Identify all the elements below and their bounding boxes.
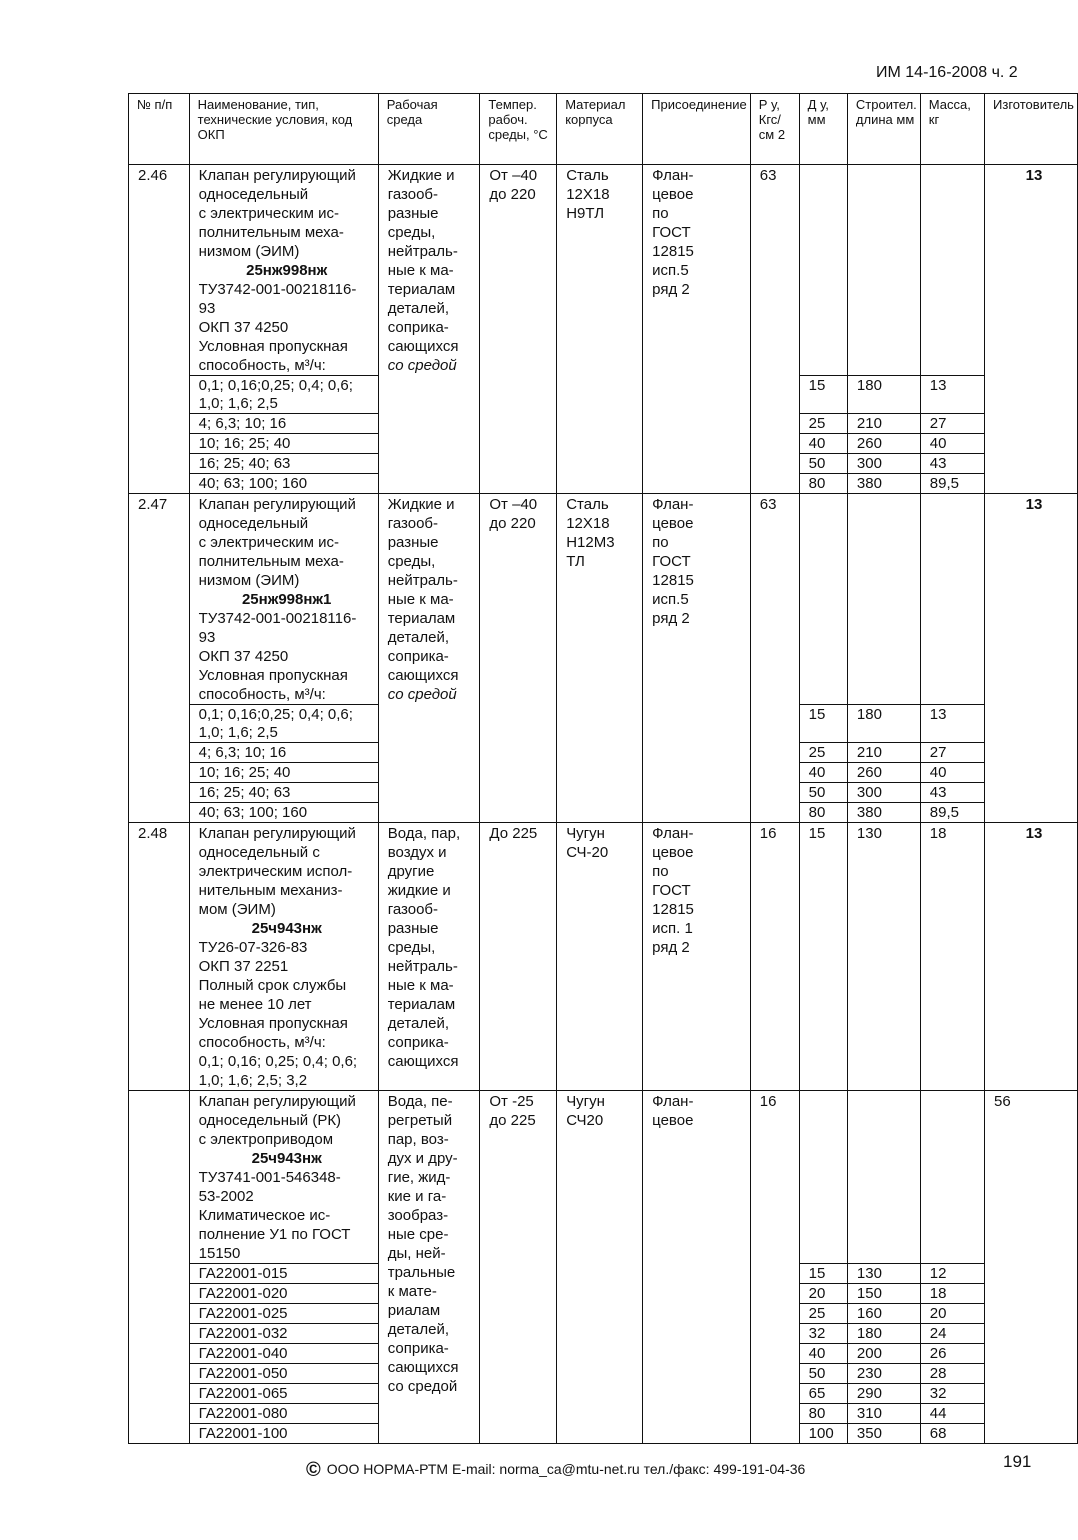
mass-cell: 28 — [920, 1364, 984, 1384]
entry-name — [189, 165, 378, 376]
diameter-cell: 40 — [799, 763, 847, 783]
capacity-cell: 0,1; 0,16;0,25; 0,4; 0,6; 1,0; 1,6; 2,5 — [189, 376, 378, 414]
table-row — [129, 494, 1078, 705]
model-code: 25нж998нж1 — [241, 591, 332, 608]
diameter-cell: 20 — [799, 1284, 847, 1304]
model-code: 25ч943нж — [251, 1150, 322, 1167]
length-cell: 310 — [847, 1404, 920, 1424]
header-material: Материал корпуса — [557, 94, 643, 165]
connection-line: Флан- — [652, 167, 694, 184]
medium-line: пар, воз- — [387, 1131, 449, 1148]
capacity-cell: 40; 63; 100; 160 — [189, 474, 378, 494]
connection-line: ряд 2 — [652, 610, 690, 627]
entry-manufacturer: 56 — [985, 1091, 1078, 1444]
name-line: ТУ26-07-326-83 — [198, 939, 308, 956]
medium-line: сающихся — [387, 1053, 459, 1070]
table-row — [129, 823, 1078, 1091]
connection-line: 12815 — [652, 901, 694, 918]
entry-connection — [643, 494, 751, 823]
entry-length — [847, 1091, 920, 1264]
medium-line: ды, ней- — [387, 1245, 446, 1262]
length-cell: 130 — [847, 1264, 920, 1284]
mass-cell: 40 — [920, 763, 984, 783]
capacity-cell: ГА22001-032 — [189, 1324, 378, 1344]
footer-text: ООО НОРМА-РТМ E-mail: norma_ca@mtu-net.ru тел./факс: 499-191-04-36 — [326, 1461, 806, 1477]
name-line: с электрическим ис- — [198, 534, 340, 551]
diameter-cell: 40 — [799, 1344, 847, 1364]
header-medium: Рабочая среда — [378, 94, 480, 165]
name-line: 0,1; 0,16; 0,25; 0,4; 0,6; — [198, 1053, 358, 1070]
capacity-cell: 16; 25; 40; 63 — [189, 454, 378, 474]
length-cell: 290 — [847, 1384, 920, 1404]
entry-medium — [378, 494, 480, 823]
temp-line: до 220 — [489, 186, 536, 203]
entry-connection — [643, 165, 751, 494]
name-line: способность, м³/ч: — [198, 686, 326, 703]
length-cell: 260 — [847, 434, 920, 454]
temp-line: До 225 — [489, 825, 538, 842]
name-line: Климатическое ис- — [198, 1207, 331, 1224]
document-code: ИМ 14-16-2008 ч. 2 — [876, 64, 1018, 81]
entry-number: 2.48 — [129, 823, 190, 1091]
mass-cell: 12 — [920, 1264, 984, 1284]
medium-line: разные — [387, 534, 439, 551]
mass-cell: 20 — [920, 1304, 984, 1324]
capacity-cell: ГА22001-015 — [189, 1264, 378, 1284]
name-line: электрическим испол- — [198, 863, 353, 880]
length-cell: 180 — [847, 1324, 920, 1344]
header-temp: Темпер. рабоч. среды, °С — [480, 94, 557, 165]
entry-length — [847, 165, 920, 376]
entry-diameter — [799, 494, 847, 705]
diameter-cell: 32 — [799, 1324, 847, 1344]
medium-line: нейтраль- — [387, 243, 458, 260]
entry-mass — [920, 165, 984, 376]
medium-line: среды, — [387, 939, 436, 956]
mass-cell: 43 — [920, 783, 984, 803]
entry-pressure: 16 — [750, 1091, 799, 1444]
capacity-cell: 10; 16; 25; 40 — [189, 434, 378, 454]
temp-line: От –40 — [489, 496, 538, 513]
medium-line: териалам — [387, 996, 456, 1013]
material-line: Сталь — [566, 167, 609, 184]
medium-line: ные сре- — [387, 1226, 449, 1243]
entry-material — [557, 823, 643, 1091]
medium-line: регретый — [387, 1112, 453, 1129]
header-connection: Присоединение — [643, 94, 751, 165]
name-line: полнение У1 по ГОСТ — [198, 1226, 351, 1243]
entry-material — [557, 494, 643, 823]
length-cell: 150 — [847, 1284, 920, 1304]
medium-line: деталей, — [387, 629, 450, 646]
mass-cell: 27 — [920, 414, 984, 434]
length-cell: 300 — [847, 454, 920, 474]
material-line: Н12М3 — [566, 534, 615, 551]
entry-number: 2.46 — [129, 165, 190, 494]
entry-length — [847, 494, 920, 705]
capacity-cell: 10; 16; 25; 40 — [189, 763, 378, 783]
medium-line: воздух и — [387, 844, 447, 861]
mass-cell: 24 — [920, 1324, 984, 1344]
medium-line: разные — [387, 205, 439, 222]
header-length: Строител. длина мм — [847, 94, 920, 165]
length-cell: 380 — [847, 803, 920, 823]
name-line: Условная пропускная — [198, 338, 348, 355]
name-line: ОКП 37 4250 — [198, 648, 289, 665]
material-line: Чугун — [566, 825, 605, 842]
medium-line: сающихся — [387, 667, 459, 684]
mass-cell: 89,5 — [920, 474, 984, 494]
entry-name — [189, 494, 378, 705]
medium-line: газооб- — [387, 515, 439, 532]
capacity-cell: ГА22001-065 — [189, 1384, 378, 1404]
temp-line: От -25 — [489, 1093, 534, 1110]
connection-line: ГОСТ — [652, 553, 691, 570]
material-line: 12Х18 — [566, 515, 610, 532]
entry-mass: 18 — [920, 823, 984, 1091]
table-row — [129, 165, 1078, 376]
temp-line: до 220 — [489, 515, 536, 532]
length-cell: 200 — [847, 1344, 920, 1364]
connection-line: цевое — [652, 1112, 694, 1129]
table-header-row — [129, 94, 1078, 165]
name-line: Клапан регулирующий — [198, 1093, 356, 1110]
model-code: 25нж998нж — [246, 262, 328, 279]
material-line: Чугун — [566, 1093, 605, 1110]
model-code: 25ч943нж — [251, 920, 322, 937]
connection-line: ряд 2 — [652, 281, 690, 298]
diameter-cell: 50 — [799, 1364, 847, 1384]
page-number: 191 — [1003, 1452, 1032, 1471]
diameter-cell: 80 — [799, 1404, 847, 1424]
medium-line: териалам — [387, 610, 456, 627]
mass-cell: 43 — [920, 454, 984, 474]
name-line: односедельный (РК) — [198, 1112, 342, 1129]
medium-line: деталей, — [387, 1321, 450, 1338]
length-cell: 160 — [847, 1304, 920, 1324]
name-line: 15150 — [198, 1245, 241, 1262]
diameter-cell: 15 — [799, 376, 847, 414]
name-line: односедельный — [198, 186, 309, 203]
diameter-cell: 15 — [799, 705, 847, 743]
length-cell: 350 — [847, 1424, 920, 1444]
name-line: способность, м³/ч: — [198, 1034, 326, 1051]
name-line: Клапан регулирующий — [198, 496, 356, 513]
header-name: Наименование, тип, технические условия, код ОКП — [189, 94, 378, 165]
name-line: мом (ЭИМ) — [198, 901, 276, 918]
material-line: 12Х18 — [566, 186, 610, 203]
name-line: не менее 10 лет — [198, 996, 312, 1013]
diameter-cell: 80 — [799, 803, 847, 823]
header-pressure: Р у, Кгс/ см 2 — [750, 94, 799, 165]
diameter-cell: 25 — [799, 743, 847, 763]
diameter-cell: 100 — [799, 1424, 847, 1444]
name-line: с электроприводом — [198, 1131, 334, 1148]
medium-line: со средой — [387, 1378, 458, 1395]
temp-line: до 225 — [489, 1112, 536, 1129]
length-cell: 180 — [847, 376, 920, 414]
medium-line: кие и га- — [387, 1188, 447, 1205]
name-line: 53-2002 — [198, 1188, 254, 1205]
length-cell: 210 — [847, 414, 920, 434]
medium-line: Жидкие и — [387, 496, 455, 513]
medium-line: нейтраль- — [387, 572, 458, 589]
diameter-cell: 65 — [799, 1384, 847, 1404]
medium-line: Вода, пе- — [387, 1093, 453, 1110]
length-cell: 260 — [847, 763, 920, 783]
entry-length: 130 — [847, 823, 920, 1091]
header-num: № п/п — [129, 94, 190, 165]
medium-line: со средой — [387, 357, 457, 374]
mass-cell: 89,5 — [920, 803, 984, 823]
entry-temperature — [480, 823, 557, 1091]
mass-cell: 44 — [920, 1404, 984, 1424]
header-manufacturer: Изготовитель — [985, 94, 1078, 165]
entry-material — [557, 1091, 643, 1444]
entry-manufacturer: 13 — [985, 823, 1078, 1091]
material-line: СЧ-20 — [566, 844, 609, 861]
medium-line: газооб- — [387, 901, 439, 918]
length-cell: 230 — [847, 1364, 920, 1384]
medium-line: сающихся — [387, 1359, 459, 1376]
diameter-cell: 40 — [799, 434, 847, 454]
entry-pressure: 63 — [750, 165, 799, 494]
capacity-cell: ГА22001-050 — [189, 1364, 378, 1384]
entry-diameter — [799, 1091, 847, 1264]
medium-line: сающихся — [387, 338, 459, 355]
medium-line: ные к ма- — [387, 262, 454, 279]
table-row — [129, 1091, 1078, 1264]
entry-medium — [378, 1091, 480, 1444]
entry-name — [189, 1091, 378, 1264]
name-line: ТУ3742-001-00218116- — [198, 610, 357, 627]
diameter-cell: 50 — [799, 783, 847, 803]
medium-line: со средой — [387, 686, 457, 703]
connection-line: Флан- — [652, 496, 694, 513]
entry-manufacturer: 13 — [985, 494, 1078, 823]
material-line: ТЛ — [566, 553, 585, 570]
capacity-cell: 16; 25; 40; 63 — [189, 783, 378, 803]
material-line: Сталь — [566, 496, 609, 513]
diameter-cell: 50 — [799, 454, 847, 474]
copyright-icon: © — [306, 1459, 321, 1481]
entry-mass — [920, 494, 984, 705]
name-line: Клапан регулирующий — [198, 825, 356, 842]
connection-line: по — [652, 205, 669, 222]
capacity-cell: 0,1; 0,16;0,25; 0,4; 0,6; 1,0; 1,6; 2,5 — [189, 705, 378, 743]
medium-line: риалам — [387, 1302, 441, 1319]
mass-cell: 40 — [920, 434, 984, 454]
name-line: Условная пропускная — [198, 667, 348, 684]
name-line: 93 — [198, 300, 216, 317]
medium-line: деталей, — [387, 1015, 450, 1032]
diameter-cell: 25 — [799, 414, 847, 434]
medium-line: Вода, пар, — [387, 825, 461, 842]
connection-line: Флан- — [652, 825, 694, 842]
diameter-cell: 15 — [799, 1264, 847, 1284]
length-cell: 300 — [847, 783, 920, 803]
medium-line: Жидкие и — [387, 167, 455, 184]
entry-medium — [378, 823, 480, 1091]
name-line: с электрическим ис- — [198, 205, 340, 222]
entry-number: 2.47 — [129, 494, 190, 823]
connection-line: исп.5 — [652, 591, 689, 608]
connection-line: ГОСТ — [652, 224, 691, 241]
mass-cell: 13 — [920, 705, 984, 743]
name-line: 1,0; 1,6; 2,5; 3,2 — [198, 1072, 308, 1089]
capacity-cell: ГА22001-025 — [189, 1304, 378, 1324]
medium-line: нейтраль- — [387, 958, 458, 975]
medium-line: тральные — [387, 1264, 456, 1281]
medium-line: газооб- — [387, 186, 439, 203]
medium-line: соприка- — [387, 1340, 449, 1357]
length-cell: 180 — [847, 705, 920, 743]
mass-cell: 26 — [920, 1344, 984, 1364]
capacity-cell: 4; 6,3; 10; 16 — [189, 414, 378, 434]
header-diameter: Д у, мм — [799, 94, 847, 165]
entry-diameter — [799, 165, 847, 376]
capacity-cell: ГА22001-100 — [189, 1424, 378, 1444]
capacity-cell: ГА22001-020 — [189, 1284, 378, 1304]
entry-medium — [378, 165, 480, 494]
capacity-cell: 40; 63; 100; 160 — [189, 803, 378, 823]
medium-line: гие, жид- — [387, 1169, 451, 1186]
name-line: ОКП 37 2251 — [198, 958, 289, 975]
diameter-cell: 25 — [799, 1304, 847, 1324]
temp-line: От –40 — [489, 167, 538, 184]
medium-line: ные к ма- — [387, 977, 454, 994]
diameter-cell: 80 — [799, 474, 847, 494]
connection-line: ГОСТ — [652, 882, 691, 899]
entry-pressure: 63 — [750, 494, 799, 823]
name-line: полнительным меха- — [198, 553, 344, 570]
name-line: полнительным меха- — [198, 224, 344, 241]
name-line: Клапан регулирующий — [198, 167, 356, 184]
connection-line: по — [652, 534, 669, 551]
name-line: Полный срок службы — [198, 977, 347, 994]
medium-line: дух и дру- — [387, 1150, 458, 1167]
entry-mass — [920, 1091, 984, 1264]
name-line: односедельный с — [198, 844, 320, 861]
medium-line: соприка- — [387, 648, 449, 665]
capacity-cell: ГА22001-080 — [189, 1404, 378, 1424]
name-line: нительным механиз- — [198, 882, 343, 899]
connection-line: ряд 2 — [652, 939, 690, 956]
medium-line: разные — [387, 920, 439, 937]
entry-temperature — [480, 494, 557, 823]
mass-cell: 18 — [920, 1284, 984, 1304]
name-line: ОКП 37 4250 — [198, 319, 289, 336]
entry-number — [129, 1091, 190, 1444]
medium-line: соприка- — [387, 1034, 449, 1051]
capacity-cell: ГА22001-040 — [189, 1344, 378, 1364]
name-line: низмом (ЭИМ) — [198, 572, 300, 589]
entry-temperature — [480, 165, 557, 494]
length-cell: 210 — [847, 743, 920, 763]
name-line: ТУ3742-001-00218116- — [198, 281, 357, 298]
medium-line: среды, — [387, 553, 436, 570]
name-line: ТУ3741-001-546348- — [198, 1169, 341, 1186]
medium-line: зообраз- — [387, 1207, 449, 1224]
entry-pressure: 16 — [750, 823, 799, 1091]
connection-line: цевое — [652, 515, 694, 532]
header-mass: Масса, кг — [920, 94, 984, 165]
valve-table — [128, 93, 1078, 1444]
name-line: низмом (ЭИМ) — [198, 243, 300, 260]
connection-line: цевое — [652, 844, 694, 861]
connection-line: Флан- — [652, 1093, 694, 1110]
connection-line: исп.5 — [652, 262, 689, 279]
entry-temperature — [480, 1091, 557, 1444]
entry-connection — [643, 1091, 751, 1444]
connection-line: исп. 1 — [652, 920, 693, 937]
entry-material — [557, 165, 643, 494]
medium-line: жидкие и — [387, 882, 451, 899]
length-cell: 380 — [847, 474, 920, 494]
entry-manufacturer: 13 — [985, 165, 1078, 494]
name-line: способность, м³/ч: — [198, 357, 326, 374]
mass-cell: 13 — [920, 376, 984, 414]
connection-line: по — [652, 863, 669, 880]
material-line: Н9ТЛ — [566, 205, 605, 222]
mass-cell: 68 — [920, 1424, 984, 1444]
medium-line: соприка- — [387, 319, 449, 336]
medium-line: деталей, — [387, 300, 450, 317]
name-line: Условная пропускная — [198, 1015, 348, 1032]
name-line: односедельный — [198, 515, 309, 532]
medium-line: ные к ма- — [387, 591, 454, 608]
footer — [306, 1457, 805, 1480]
entry-connection — [643, 823, 751, 1091]
material-line: СЧ20 — [566, 1112, 604, 1129]
name-line: 93 — [198, 629, 216, 646]
medium-line: среды, — [387, 224, 436, 241]
medium-line: к мате- — [387, 1283, 437, 1300]
entry-diameter: 15 — [799, 823, 847, 1091]
connection-line: 12815 — [652, 572, 694, 589]
capacity-cell: 4; 6,3; 10; 16 — [189, 743, 378, 763]
medium-line: териалам — [387, 281, 456, 298]
connection-line: 12815 — [652, 243, 694, 260]
medium-line: другие — [387, 863, 435, 880]
mass-cell: 27 — [920, 743, 984, 763]
connection-line: цевое — [652, 186, 694, 203]
entry-name — [189, 823, 378, 1091]
mass-cell: 32 — [920, 1384, 984, 1404]
